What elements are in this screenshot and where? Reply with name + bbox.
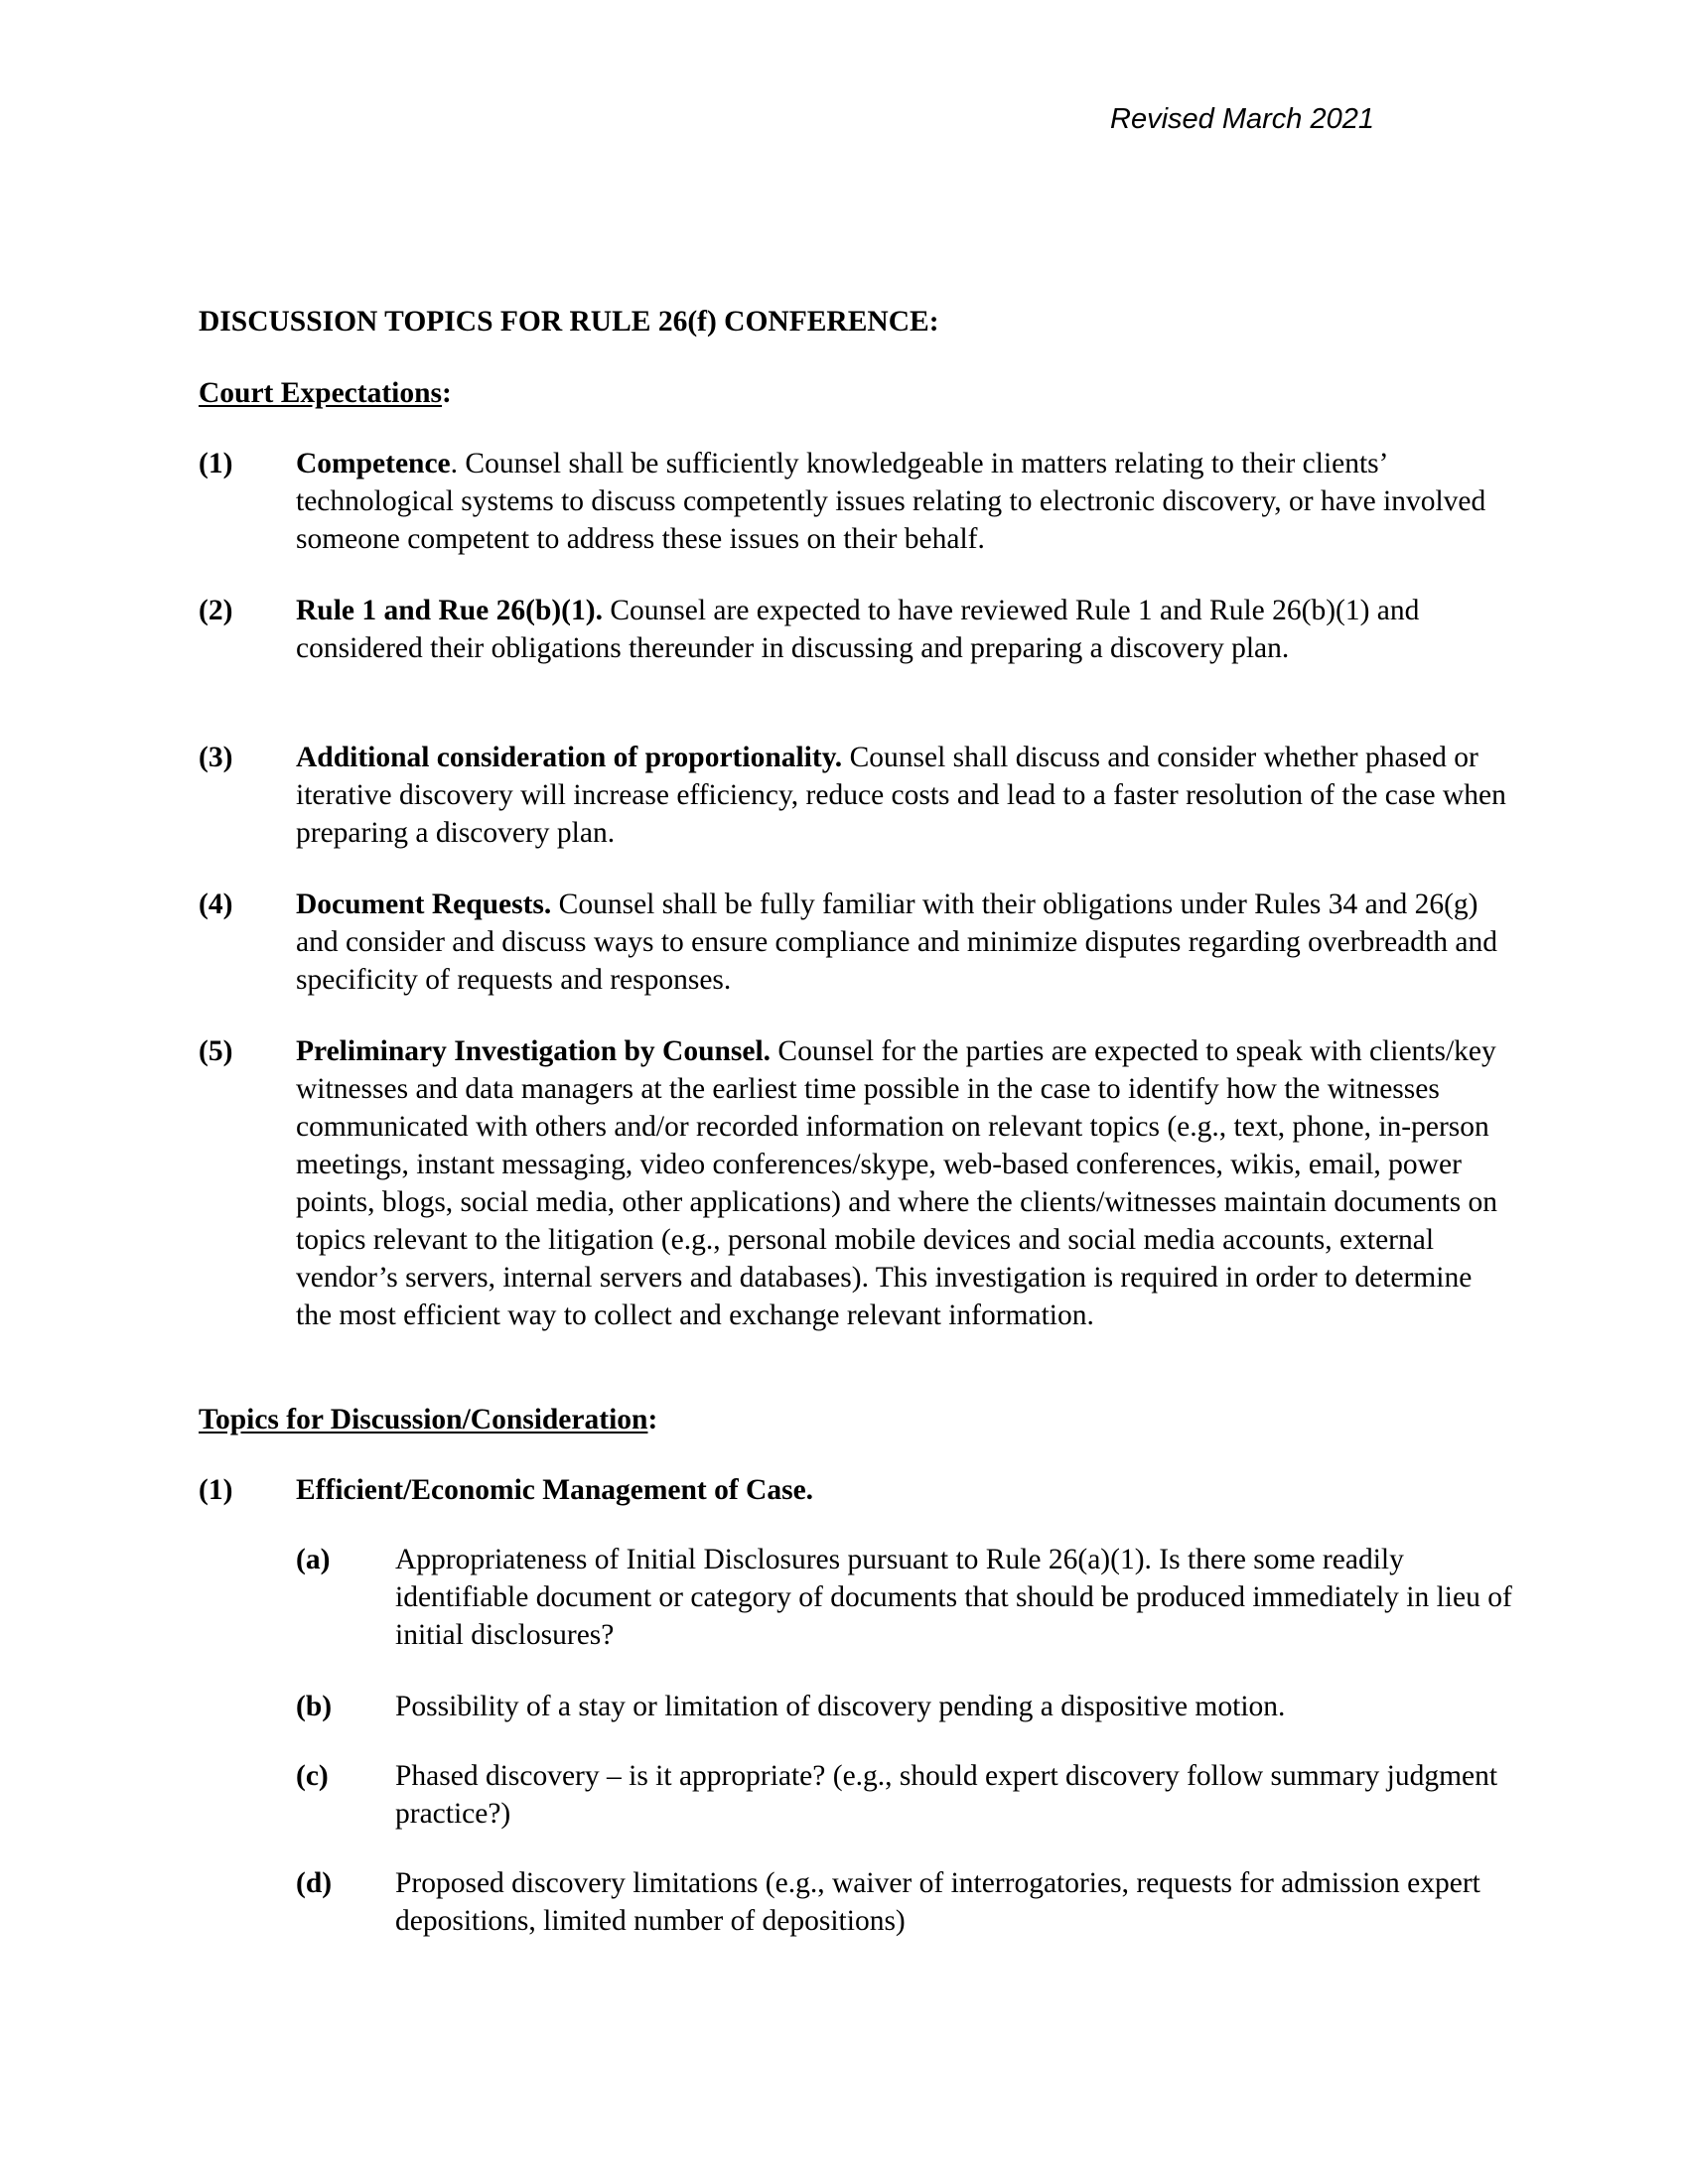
- subitem-letter: (a): [296, 1544, 331, 1575]
- item-lead: Additional consideration of proportionality.: [296, 742, 843, 773]
- subitem-letter: (c): [296, 1760, 329, 1792]
- item-number: (1): [199, 448, 233, 479]
- revision-date: Revised March 2021: [1110, 103, 1374, 135]
- item-text: Counsel for the parties are expected to speak with clients/key witnesses and data managers at the earliest time possible in the case to identify how the witnesses communicated with others and/or recorded information on relevant topics (e.g., text, phone, in-person meetings, instant messaging, video conferences/skype, web-based conferences, wikis, email, power points, blogs, social media, other applications) and where the clients/witnesses maintain documents on topics relevant to the litigation (e.g., personal mobile devices and social media accounts, external vendor’s servers, internal servers and databases). This investigation is required in order to determine the most efficient way to collect and exchange relevant information.: [296, 1035, 1498, 1331]
- item-lead: Rule 1 and Rue 26(b)(1).: [296, 595, 603, 626]
- item-body: [296, 1032, 1512, 1334]
- item-lead: Competence: [296, 448, 451, 479]
- item-text: . Counsel shall be sufficiently knowledgeable in matters relating to their clients’ technological systems to discuss competently issues relating to electronic discovery, or have involved someone competent to address these issues on their behalf.: [296, 448, 1486, 555]
- item-body: [296, 592, 1512, 667]
- item-number: (3): [199, 742, 233, 773]
- item-number: (5): [199, 1035, 233, 1067]
- item-number: (2): [199, 595, 233, 626]
- item-text: Counsel shall discuss and consider whether phased or iterative discovery will increase efficiency, reduce costs and lead to a faster resolution of the case when preparing a discovery plan.: [296, 742, 1506, 849]
- subitem-letter: (b): [296, 1691, 333, 1722]
- item-number: (4): [199, 888, 233, 920]
- subitem-text: Possibility of a stay or limitation of discovery pending a dispositive motion.: [395, 1691, 1286, 1722]
- item-lead: Preliminary Investigation by Counsel.: [296, 1035, 772, 1067]
- subitem-text: Appropriateness of Initial Disclosures pursuant to Rule 26(a)(1). Is there some readily identifiable document or category of documents that should be produced immediately in lieu of initial disclosures?: [395, 1544, 1512, 1651]
- item-body: [296, 445, 1512, 558]
- item-text: Counsel are expected to have reviewed Rule 1 and Rule 26(b)(1) and considered their obligations thereunder in discussing and preparing a discovery plan.: [296, 595, 1420, 664]
- court-expectations-heading: [199, 375, 452, 411]
- subitem-text: Proposed discovery limitations (e.g., waiver of interrogatories, requests for admission expert depositions, limited number of depositions): [395, 1867, 1480, 1937]
- court-expectations-heading-text: Court Expectations: [199, 377, 443, 409]
- item-text: Counsel shall be fully familiar with their obligations under Rules 34 and 26(g) and consider and discuss ways to ensure compliance and minimize disputes regarding overbreadth and specificity of requests and responses.: [296, 888, 1497, 996]
- subitem-letter: (d): [296, 1867, 333, 1899]
- topics-heading: [199, 1402, 657, 1437]
- item-number: (1): [199, 1474, 233, 1506]
- subitem-text: Phased discovery – is it appropriate? (e.g., should expert discovery follow summary judgment practice?): [395, 1760, 1498, 1830]
- topic-heading: Efficient/Economic Management of Case.: [296, 1474, 814, 1506]
- item-lead: Document Requests.: [296, 888, 552, 920]
- topics-heading-text: Topics for Discussion/Consideration: [199, 1404, 648, 1435]
- document-title: DISCUSSION TOPICS FOR RULE 26(f) CONFERENCE:: [199, 306, 939, 338]
- item-body: [296, 739, 1512, 852]
- heading-colon: :: [442, 377, 452, 409]
- heading-colon: :: [647, 1404, 658, 1435]
- item-body: [296, 886, 1512, 999]
